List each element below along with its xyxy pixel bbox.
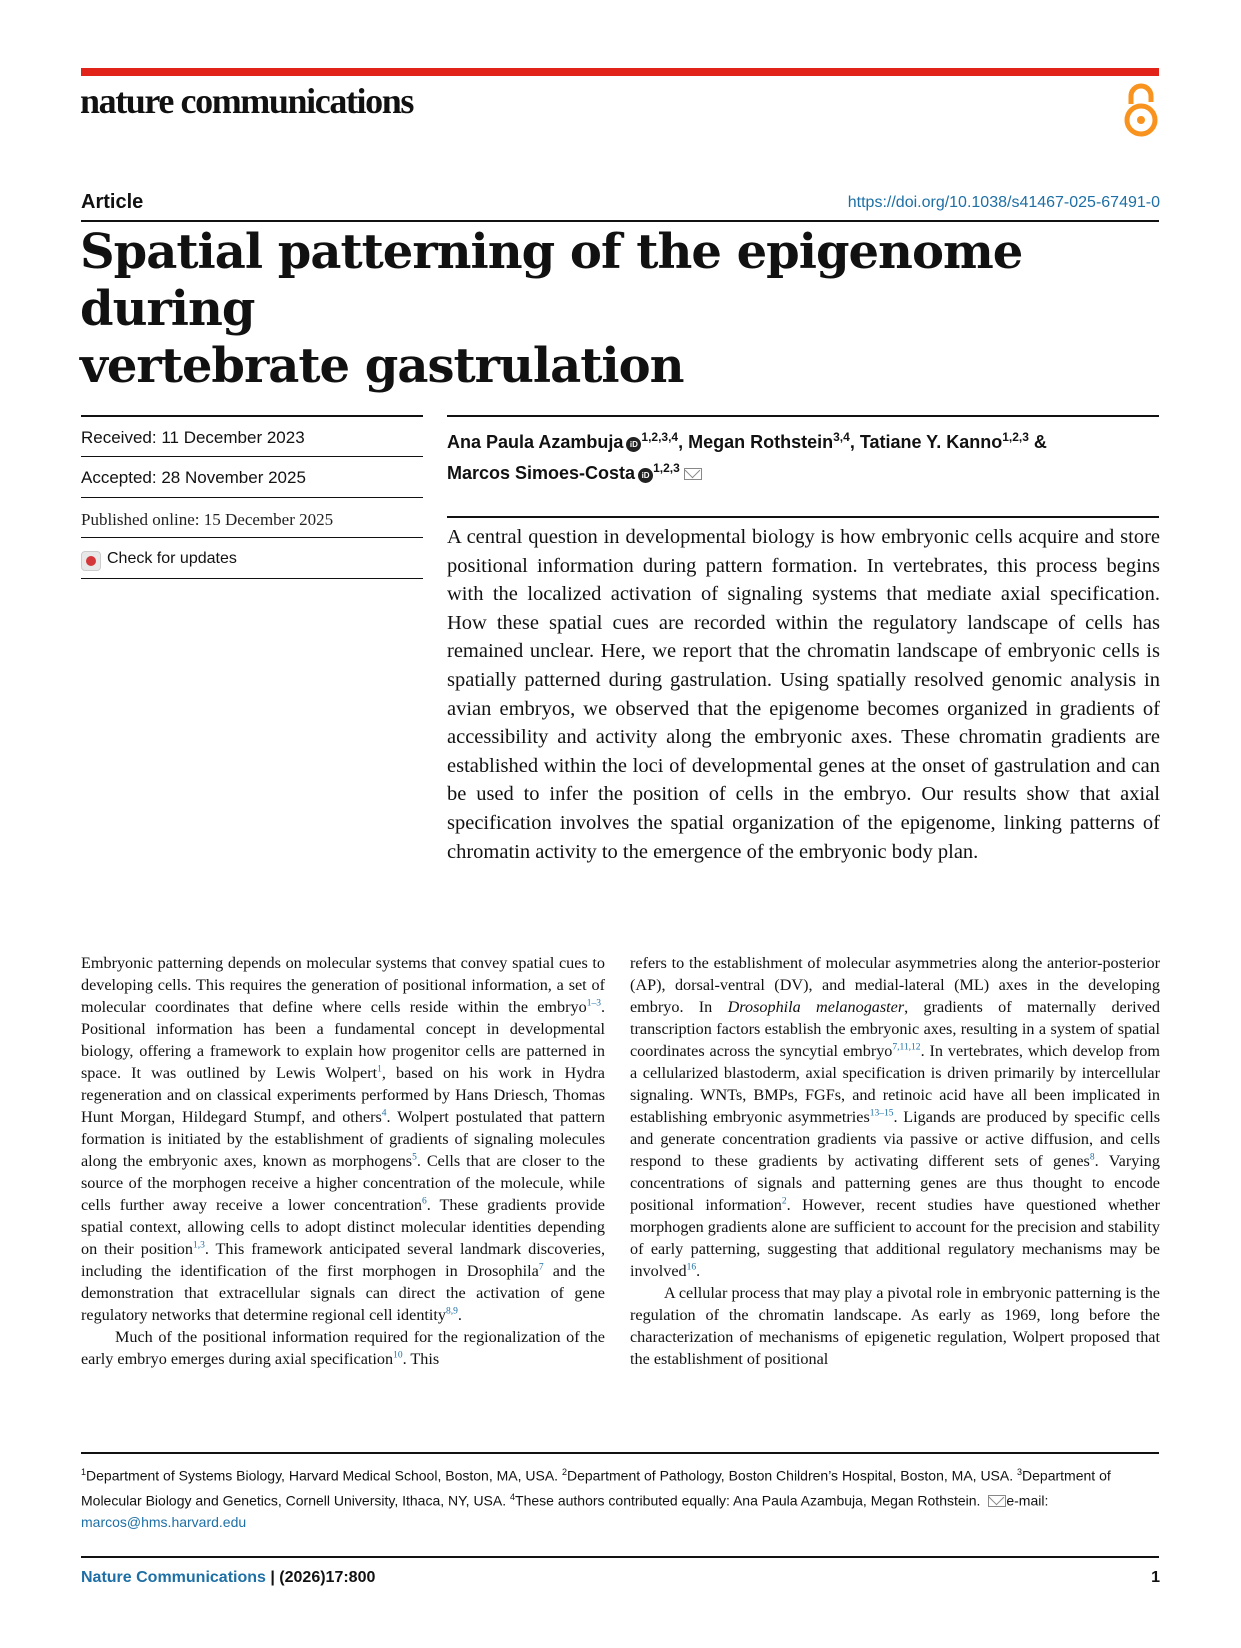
citation-ref[interactable]: 10 xyxy=(393,1350,403,1361)
footer-rule xyxy=(81,1556,1159,1558)
body-column-left xyxy=(81,952,605,1370)
affiliations-rule xyxy=(81,1452,1159,1454)
dates-divider-3 xyxy=(81,537,423,538)
author-name[interactable]: Megan Rothstein xyxy=(688,432,834,452)
dates-top-rule xyxy=(81,415,423,417)
email-icon xyxy=(988,1495,1006,1507)
affil-text: Department of Molecular Biology and Genetics, Cornell University, Ithaca, NY, USA. xyxy=(81,1467,1111,1509)
citation-ref[interactable]: 16 xyxy=(686,1262,697,1273)
citation-ref[interactable]: 1,3 xyxy=(192,1240,205,1251)
affil-marker: 1 xyxy=(81,1467,87,1477)
citation-ref[interactable]: 2 xyxy=(781,1196,787,1207)
dates-divider-1 xyxy=(81,456,423,457)
affil-marker: 3 xyxy=(1017,1467,1023,1477)
email-link[interactable]: marcos@hms.harvard.edu xyxy=(81,1514,247,1531)
check-updates-icon[interactable] xyxy=(81,551,101,571)
footer-journal-name[interactable]: Nature Communications xyxy=(81,1569,266,1586)
article-title xyxy=(80,224,1170,395)
citation-ref[interactable]: 1–3 xyxy=(586,998,601,1009)
article-type: Article xyxy=(81,191,144,213)
affil-text: Department of Systems Biology, Harvard Medical School, Boston, MA, USA. xyxy=(86,1467,562,1484)
author-affiliation: 1,2,3 xyxy=(1002,430,1029,444)
accepted-date: Accepted: 28 November 2025 xyxy=(81,468,306,487)
open-access-icon xyxy=(1121,82,1161,138)
title-line-2: vertebrate gastrulation xyxy=(80,338,684,394)
affil-marker: 4 xyxy=(510,1492,516,1503)
affil-text: These authors contributed equally: Ana Paula Azambuja, Megan Rothstein. xyxy=(515,1492,985,1509)
page-number: 1 xyxy=(1151,1569,1160,1586)
citation-ref[interactable]: 7,11,12 xyxy=(892,1042,921,1053)
author-name[interactable]: Ana Paula Azambuja xyxy=(447,432,624,452)
abstract-text: A central question in developmental biology is how embryonic cells acquire and store positional information during pattern formation. In vertebrates, this process begins with the localized activation of signaling systems that mediate axial specification. How these spatial cues are recorded within the regulatory landscape of cells has remained unclear. Here, we report that the chromatin landscape of embryonic cells is spatially patterned during gastrulation. Using spatially resolved genomic analysis in avian embryos, we observed that the epigenome becomes organized in gradients of accessibility and activity along the embryonic axes. These chromatin gradients are established within the loci of developmental genes at the onset of gastrulation and can be used to infer the position of cells in the embryo. Our results show that axial specification involves the spatial organization of the epigenome, linking patterns of chromatin activity to the emergence of the embryonic body plan. xyxy=(447,526,1160,863)
footer-volume: (2026)17:800 xyxy=(279,1569,376,1586)
citation-ref[interactable]: 13–15 xyxy=(869,1108,894,1119)
citation-ref[interactable]: 5 xyxy=(412,1152,417,1163)
citation-ref[interactable]: 4 xyxy=(381,1108,387,1119)
dates-divider-4 xyxy=(81,578,423,579)
abstract-top-rule xyxy=(447,516,1159,518)
affiliations xyxy=(81,1462,1161,1534)
orcid-icon[interactable]: iD xyxy=(626,437,641,452)
author-affiliation: 3,4 xyxy=(833,430,850,444)
body-paragraph: Much of the positional information required for the regionalization of the early embryo emerges during axial specification$^{10}$. This xyxy=(81,1328,605,1368)
dates-divider-2 xyxy=(81,497,423,498)
citation-ref[interactable]: 7 xyxy=(538,1262,544,1273)
title-line-1: Spatial patterning of the epigenome during xyxy=(80,224,1023,337)
published-date: Published online: 15 December 2025 xyxy=(81,510,334,529)
authors-top-rule xyxy=(447,415,1159,417)
body-paragraph: refers to the establishment of molecular asymmetries along the anterior-posterior (AP), dorsal-ventral (DV), and medial-lateral (ML) axes in the developing embryo. In Drosophila melanogaster, gradients of maternally derived transcription factors establish the embryonic axes, resulting in a system of spatial coordinates across the syncytial embryo$^{7,11,12}$. In vertebrates, which develop from a cellularized blastoderm, axial specification is driven primarily by intercellular signaling. WNTs, BMPs, FGFs, and retinoic acid have all been implicated in establishing embryonic asymmetries$^{13-15}$. Ligands are produced by specific cells and generate concentration gradients via passive or active diffusion, and cells respond to these gradients by activating different sets of genes$^8$. Varying concentrations of signals and patterning genes are thus thought to encode positional information$^2$. However, recent studies have questioned whether morphogen gradients alone are sufficient to account for the precision and stability of early patterning, suggesting that additional regulatory mechanisms may be involved$^{16}$. xyxy=(630,954,1160,1280)
author-affiliation: 1,2,3 xyxy=(653,461,680,475)
email-icon[interactable] xyxy=(684,468,702,480)
affil-text: Department of Pathology, Boston Children’s Hospital, Boston, MA, USA. xyxy=(566,1467,1018,1484)
email-label: e-mail: xyxy=(1006,1492,1049,1509)
title-rule xyxy=(81,220,1159,222)
orcid-icon[interactable]: iD xyxy=(638,468,653,483)
citation-ref[interactable]: 6 xyxy=(421,1196,427,1207)
received-date: Received: 11 December 2023 xyxy=(81,428,305,447)
author-name[interactable]: Tatiane Y. Kanno xyxy=(859,432,1003,452)
author-name[interactable]: Marcos Simoes-Costa xyxy=(447,463,636,483)
citation-ref[interactable]: 1 xyxy=(377,1064,382,1075)
author-affiliation: 1,2,3,4 xyxy=(641,430,679,444)
species-name: Drosophila melanogaster xyxy=(727,998,905,1016)
author-list: Ana Paula Azambuja iD$^{1,2,3,4}$, Megan Rothstein$^{3,4}$, Tatiane Y. Kanno$^{1,2,3}$ & Marcos Simoes-Costa iD$^{1,2,3}$ xyxy=(447,430,1047,483)
affil-marker: 2 xyxy=(561,1467,567,1477)
footer-citation xyxy=(81,1569,375,1587)
header-red-bar xyxy=(81,68,1159,76)
author-amp: & xyxy=(1028,432,1047,452)
check-updates-link[interactable]: Check for updates xyxy=(107,550,237,567)
body-paragraph: A cellular process that may play a pivotal role in embryonic patterning is the regulation of the chromatin landscape. As early as 1969, long before the characterization of mechanisms of epigenetic regulation, Wolpert proposed that the establishment of positional xyxy=(630,1284,1160,1368)
journal-logo[interactable]: nature communications xyxy=(80,81,413,121)
citation-ref[interactable]: 8 xyxy=(1089,1152,1095,1163)
body-paragraph: Embryonic patterning depends on molecular systems that convey spatial cues to developing cells. This requires the generation of positional information, a set of molecular coordinates that define where cells reside within the embryo$^{1-3}$. Positional information has been a fundamental concept in developmental biology, offering a framework to explain how progenitor cells are patterned in space. It was outlined by Lewis Wolpert$^1$, based on his work in Hydra regeneration and on classical experiments performed by Hans Driesch, Thomas Hunt Morgan, Hildegard Stumpf, and others$^4$. Wolpert postulated that pattern formation is initiated by the establishment of gradients of signaling molecules along the embryonic axes, known as morphogens$^5$. Cells that are closer to the source of the morphogen receive a higher concentration of the molecule, while cells further away receive a lower concentration$^6$. These gradients provide spatial context, allowing cells to adopt distinct molecular identities depending on their position$^{1,3}$. This framework anticipated several landmark discoveries, including the identification of the first morphogen in Drosophila$^7$ and the demonstration that extracellular signals can direct the activation of gene regulatory networks that determine regional cell identity$^{8,9}$. xyxy=(81,954,605,1324)
body-column-right xyxy=(630,952,1160,1370)
footer-separator: | xyxy=(265,1569,280,1586)
citation-ref[interactable]: 8,9 xyxy=(446,1306,458,1317)
doi-link[interactable]: https://doi.org/10.1038/s41467-025-67491-0 xyxy=(847,194,1160,211)
